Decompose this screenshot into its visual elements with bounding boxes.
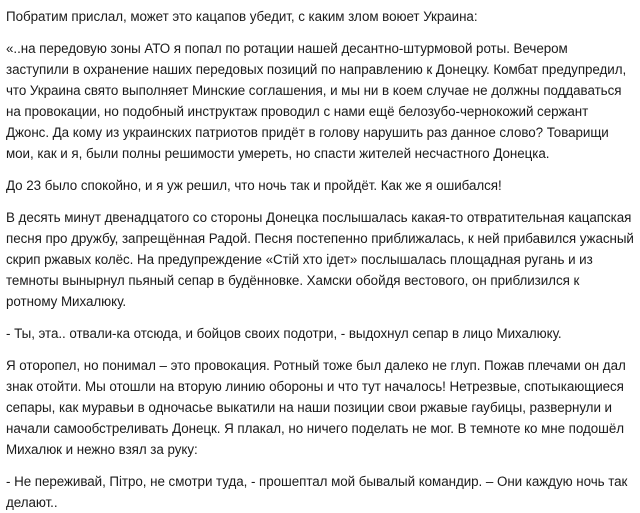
intro-paragraph: Побратим прислал, может это кацапов убедит, с каким злом воюет Украина: <box>6 9 478 24</box>
story-paragraph: Я оторопел, но понимал – это провокация. Ротный тоже был далеко не глуп. Пожав плечами он дал знак отойти. Мы отошли на вторую линию обороны и что тут началось! Нетрезвые, спотыкающиеся сепары, как муравьи в одночасье выкатили на наши позиции свои ржавые гаубицы, развернули и начали самообстреливать Донецк. Я плакал, но ничего поделать не мог. В темноте ко мне подошёл Михалюк и нежно взял за руку: <box>6 358 626 457</box>
dialogue-paragraph: - Не переживай, Пітро, не смотри туда, - прошептал мой бывалый командир. – Они каждую ночь так делают.. <box>6 474 628 510</box>
story-paragraph: В десять минут двенадцатого со стороны Донецка послышалась какая-то отвратительная кацапская песня про дружбу, запрещённая Радой. Песня постепенно приближалась, к ней прибавился ужасный скрип ржавых колёс. На предупреждение «Стій хто ідет» послышалась площадная ругань и из темноты вынырнул пьяный сепар в будённовке. Хамски обойдя вестового, он приблизился к ротному Михалюку. <box>6 210 634 309</box>
story-paragraph: «..на передовую зоны АТО я попал по ротации нашей десантно-штурмовой роты. Вечером заступили в охранение наших передовых позиций по направлению к Донецку. Комбат предупредил, что Украина свято выполняет Минские соглашения, и мы ни в коем случае не должны поддаваться на провокации, но подобный инструктаж проводил с нами ещё белозубо-чернокожий сержант Джонс. Да кому из украинских патриотов придёт в голову нарушить раз данное слово? Товарищи мои, как и я, были полны решимости умереть, но спасти жителей несчастного Донецка. <box>6 41 627 161</box>
dialogue-paragraph: - Ты, эта.. отвали-ка отсюда, и бойцов своих подотри, - выдохнул сепар в лицо Михалюку. <box>6 326 562 341</box>
story-paragraph: До 23 было спокойно, и я уж решил, что ночь так и пройдёт. Как же я ошибался! <box>6 178 502 193</box>
